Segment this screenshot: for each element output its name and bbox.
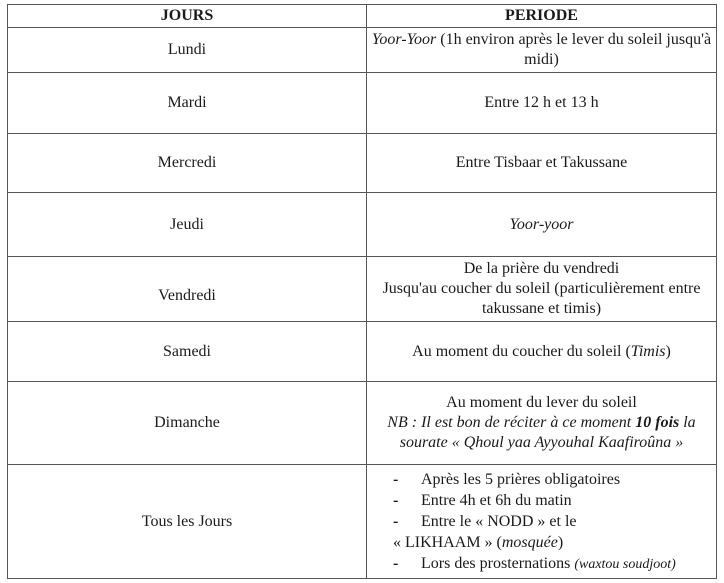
item-text: Lors des prosternations bbox=[421, 554, 575, 572]
item-text: Entre 4h et 6h du matin bbox=[421, 491, 572, 509]
period-text: Au moment du coucher du soleil ( bbox=[412, 342, 631, 360]
table-row bbox=[8, 257, 717, 322]
day-cell: Jeudi bbox=[8, 193, 367, 257]
nb-note bbox=[387, 414, 695, 451]
period-line: Jusqu'au coucher du soleil (particulièrement entre takussane et timis) bbox=[382, 280, 701, 317]
list-item: - Après les 5 prières obligatoires bbox=[393, 470, 621, 488]
list-item: - Entre 4h et 6h du matin bbox=[393, 491, 572, 509]
list-item: - Entre le « NODD » et le bbox=[393, 512, 577, 530]
period-cell bbox=[367, 28, 717, 73]
period-cell bbox=[367, 193, 717, 257]
table-row bbox=[8, 28, 717, 73]
period-line: De la prière du vendredi bbox=[463, 260, 620, 277]
list-item-continuation bbox=[393, 532, 712, 553]
nb-text: la sourate « Qhoul yaa Ayyouhal Kaafiroûna » bbox=[399, 414, 696, 451]
day-cell: Mardi bbox=[8, 73, 367, 134]
period-cell bbox=[367, 257, 717, 322]
table-row bbox=[8, 73, 717, 134]
period-italic: Yoor-Yoor bbox=[371, 31, 437, 48]
item-text: ) bbox=[557, 533, 564, 551]
item-text: « LIKHAAM » ( bbox=[393, 533, 502, 551]
period-cell: Entre 12 h et 13 h bbox=[367, 73, 717, 134]
period-cell bbox=[367, 322, 717, 382]
day-cell: Lundi bbox=[8, 28, 367, 73]
period-italic: Timis bbox=[630, 342, 666, 360]
nb-text: NB : Il est bon de réciter à ce moment bbox=[387, 414, 636, 431]
nb-bold: 10 fois bbox=[635, 414, 680, 431]
item-italic: (waxtou soudjoot) bbox=[574, 556, 676, 572]
prayer-schedule-table bbox=[7, 4, 717, 579]
period-text: (1h environ après le lever du soleil jusqu'à midi) bbox=[436, 31, 712, 68]
period-line: Au moment du lever du soleil bbox=[446, 394, 637, 411]
table-row bbox=[8, 322, 717, 382]
list-item: - Lors des prosternations (waxtou soudjoot) bbox=[393, 554, 676, 572]
day-cell: Vendredi bbox=[8, 257, 367, 322]
table-row bbox=[8, 193, 717, 257]
day-cell: Mercredi bbox=[8, 134, 367, 193]
period-cell bbox=[367, 465, 717, 579]
period-cell bbox=[367, 382, 717, 465]
item-text: Entre le « NODD » et le bbox=[421, 512, 577, 530]
day-cell: Samedi bbox=[8, 322, 367, 382]
period-text: ) bbox=[665, 342, 671, 360]
table-row bbox=[8, 382, 717, 465]
table-row bbox=[8, 465, 717, 579]
day-cell: Tous les Jours bbox=[8, 465, 367, 579]
period-cell: Entre Tisbaar et Takussane bbox=[367, 134, 717, 193]
header-periode: PERIODE bbox=[367, 5, 717, 28]
period-italic: Yoor-yoor bbox=[509, 215, 574, 233]
day-cell: Dimanche bbox=[8, 382, 367, 465]
table-row bbox=[8, 134, 717, 193]
item-italic: mosquée bbox=[501, 533, 558, 551]
header-jours: JOURS bbox=[8, 5, 367, 28]
item-text: Après les 5 prières obligatoires bbox=[421, 470, 621, 488]
